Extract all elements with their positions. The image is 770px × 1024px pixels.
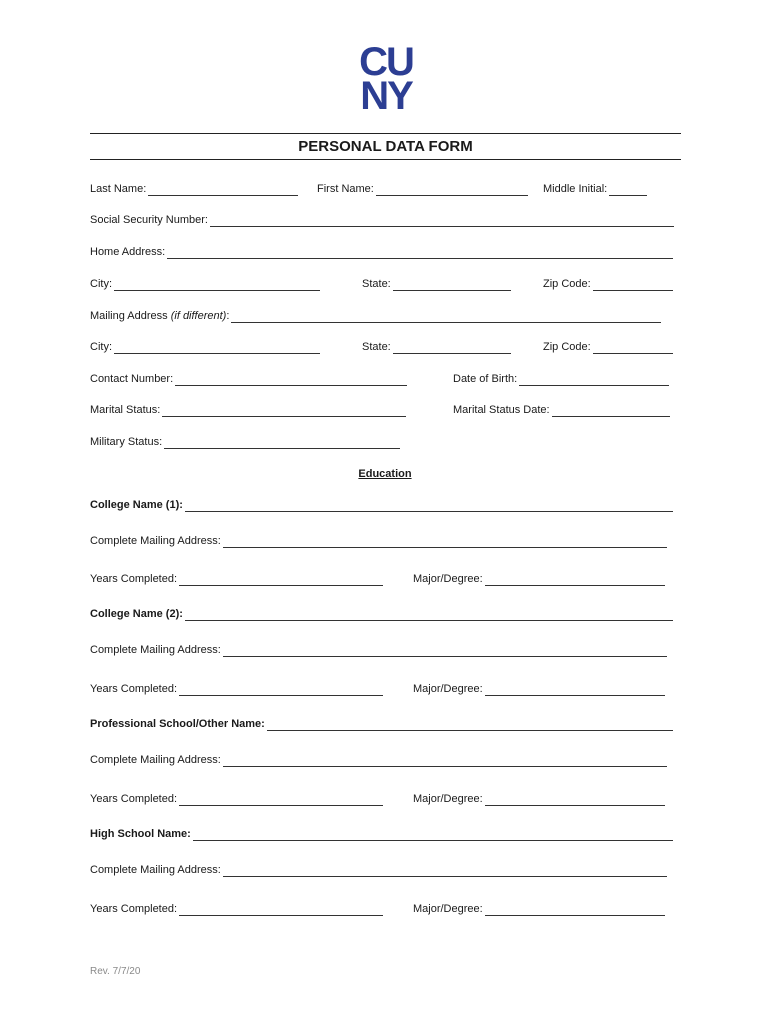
middle-initial-field[interactable]: Middle Initial: bbox=[543, 183, 647, 196]
marital-status-date-field[interactable]: Marital Status Date: bbox=[453, 404, 670, 417]
city-field[interactable]: City: bbox=[90, 278, 320, 291]
high-school-name-field[interactable]: High School Name: bbox=[90, 828, 673, 841]
military-status-field[interactable]: Military Status: bbox=[90, 436, 400, 449]
college-2-major-degree-field[interactable]: Major/Degree: bbox=[413, 683, 665, 696]
contact-number-field[interactable]: Contact Number: bbox=[90, 373, 407, 386]
date-of-birth-field[interactable]: Date of Birth: bbox=[453, 373, 669, 386]
mailing-state-field[interactable]: State: bbox=[362, 341, 511, 354]
college-2-mailing-address-field[interactable]: Complete Mailing Address: bbox=[90, 644, 667, 657]
zip-code-field[interactable]: Zip Code: bbox=[543, 278, 673, 291]
top-rule bbox=[90, 133, 681, 134]
revision-footer: Rev. 7/7/20 bbox=[90, 966, 141, 977]
professional-years-completed-field[interactable]: Years Completed: bbox=[90, 793, 383, 806]
mailing-city-field[interactable]: City: bbox=[90, 341, 320, 354]
state-field[interactable]: State: bbox=[362, 278, 511, 291]
title-rule bbox=[90, 159, 681, 160]
form-title: PERSONAL DATA FORM bbox=[298, 138, 473, 155]
college-2-years-completed-field[interactable]: Years Completed: bbox=[90, 683, 383, 696]
mailing-zip-code-field[interactable]: Zip Code: bbox=[543, 341, 673, 354]
mailing-address-field[interactable]: Mailing Address (if different) : bbox=[90, 310, 661, 323]
ssn-field[interactable]: Social Security Number: bbox=[90, 214, 674, 227]
high-school-major-degree-field[interactable]: Major/Degree: bbox=[413, 903, 665, 916]
first-name-field[interactable]: First Name: bbox=[317, 183, 528, 196]
college-name-2-field[interactable]: College Name (2): bbox=[90, 608, 673, 621]
college-1-mailing-address-field[interactable]: Complete Mailing Address: bbox=[90, 535, 667, 548]
education-heading: Education bbox=[358, 468, 412, 480]
high-school-years-completed-field[interactable]: Years Completed: bbox=[90, 903, 383, 916]
last-name-field[interactable]: Last Name: bbox=[90, 183, 298, 196]
professional-mailing-address-field[interactable]: Complete Mailing Address: bbox=[90, 754, 667, 767]
high-school-mailing-address-field[interactable]: Complete Mailing Address: bbox=[90, 864, 667, 877]
marital-status-field[interactable]: Marital Status: bbox=[90, 404, 406, 417]
home-address-field[interactable]: Home Address: bbox=[90, 246, 673, 259]
college-name-1-field[interactable]: College Name (1): bbox=[90, 499, 673, 512]
cuny-logo: CU NY bbox=[359, 40, 413, 118]
college-1-major-degree-field[interactable]: Major/Degree: bbox=[413, 573, 665, 586]
college-1-years-completed-field[interactable]: Years Completed: bbox=[90, 573, 383, 586]
professional-major-degree-field[interactable]: Major/Degree: bbox=[413, 793, 665, 806]
professional-school-name-field[interactable]: Professional School/Other Name: bbox=[90, 718, 673, 731]
